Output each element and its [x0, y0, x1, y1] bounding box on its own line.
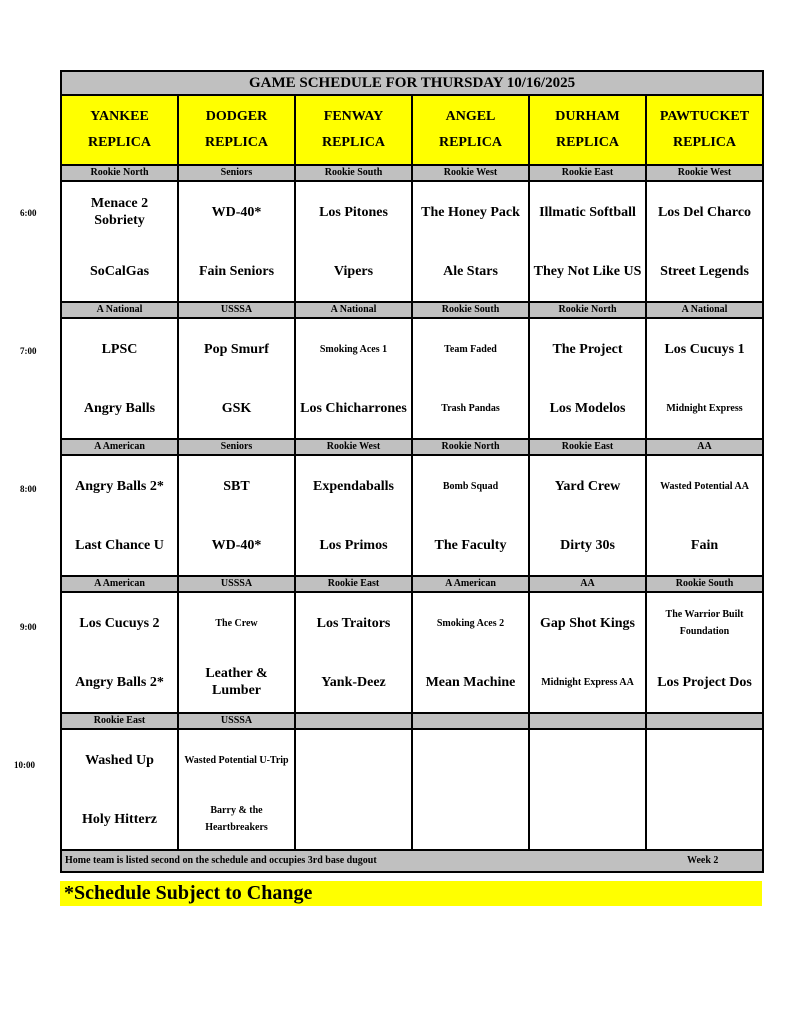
away-team: The Project — [552, 341, 623, 357]
game-cell — [529, 592, 646, 713]
away-team: Los Cucuys 1 — [664, 341, 745, 357]
home-team-note: Home team is listed second on the schedule and occupies 3rd base dugout — [65, 855, 377, 866]
venue-header — [529, 95, 646, 165]
division-label: A American — [61, 439, 178, 455]
game-cell — [529, 729, 646, 850]
home-team: They Not Like US — [533, 263, 642, 279]
home-team — [530, 790, 645, 849]
away-team: Gap Shot Kings — [540, 615, 635, 631]
home-team: Street Legends — [660, 263, 749, 279]
venue-header — [646, 95, 763, 165]
game-cell — [295, 729, 412, 850]
away-team: Menace 2 Sobriety — [90, 196, 149, 228]
away-team: The Warrior Built Foundation — [665, 609, 744, 637]
home-team: Los Project Dos — [657, 674, 752, 690]
game-cell — [529, 318, 646, 439]
home-team: Trash Pandas — [441, 402, 500, 414]
away-team: Team Faded — [444, 343, 497, 355]
division-label: Rookie East — [61, 713, 178, 729]
home-team: Mean Machine — [425, 674, 516, 690]
venue-header — [412, 95, 529, 165]
venue-name: FENWAY — [323, 109, 384, 124]
game-cell — [178, 592, 295, 713]
home-team: Vipers — [333, 263, 374, 279]
division-label: Rookie West — [295, 439, 412, 455]
division-label: Seniors — [178, 165, 295, 181]
home-team: WD-40* — [211, 537, 262, 553]
away-team — [413, 731, 528, 790]
venue-name: DURHAM — [555, 109, 620, 124]
away-team: Angry Balls 2* — [75, 478, 164, 494]
division-label: Rookie East — [529, 439, 646, 455]
venue-header — [61, 95, 178, 165]
division-label: AA — [529, 576, 646, 592]
schedule-change-banner: *Schedule Subject to Change — [60, 881, 762, 906]
game-cell — [61, 318, 178, 439]
home-team: Los Primos — [319, 537, 388, 553]
division-label: A American — [61, 576, 178, 592]
home-team: GSK — [221, 400, 252, 416]
home-team: SoCalGas — [89, 263, 150, 279]
game-cell — [646, 592, 763, 713]
away-team: LPSC — [101, 341, 138, 357]
game-cell — [295, 592, 412, 713]
schedule-table — [60, 70, 764, 873]
time-label: 7:00 — [20, 346, 37, 356]
game-cell — [529, 181, 646, 302]
home-team — [647, 790, 762, 849]
away-team: Smoking Aces 1 — [319, 343, 388, 355]
game-cell — [646, 729, 763, 850]
away-team: Smoking Aces 2 — [436, 617, 505, 629]
division-label: Rookie East — [529, 165, 646, 181]
home-team: Fain Seniors — [198, 263, 275, 279]
game-cell — [646, 318, 763, 439]
game-cell — [529, 455, 646, 576]
game-cell — [178, 455, 295, 576]
division-label: Rookie West — [412, 165, 529, 181]
away-team: Expendaballs — [313, 478, 394, 494]
division-label: AA — [646, 439, 763, 455]
division-label: A American — [412, 576, 529, 592]
home-team: Last Chance U — [75, 537, 164, 553]
home-team: Los Modelos — [549, 400, 626, 416]
home-team: Barry & the Heartbreakers — [205, 805, 268, 833]
home-team: The Faculty — [434, 537, 507, 553]
division-label — [412, 713, 529, 729]
division-label: Rookie North — [529, 302, 646, 318]
game-cell — [412, 318, 529, 439]
away-team: Los Del Charco — [657, 204, 752, 220]
division-label: USSSA — [178, 302, 295, 318]
home-team: Dirty 30s — [560, 537, 615, 553]
time-label: 6:00 — [20, 208, 37, 218]
venue-name: YANKEE — [90, 109, 149, 124]
division-label: USSSA — [178, 576, 295, 592]
game-cell — [178, 729, 295, 850]
home-team: Los Chicharrones — [300, 400, 407, 416]
venue-name: ANGEL — [445, 109, 496, 124]
home-team — [296, 790, 411, 849]
home-team: Ale Stars — [443, 263, 498, 279]
division-label: Rookie South — [646, 576, 763, 592]
game-cell — [61, 455, 178, 576]
game-cell — [646, 455, 763, 576]
game-cell — [178, 181, 295, 302]
division-label: Seniors — [178, 439, 295, 455]
home-team: Midnight Express — [666, 402, 743, 414]
week-label: Week 2 — [687, 855, 719, 866]
away-team: The Honey Pack — [421, 204, 520, 220]
venue-subtitle: REPLICA — [87, 135, 151, 150]
division-label: A National — [61, 302, 178, 318]
away-team: WD-40* — [211, 204, 262, 220]
schedule-footer — [61, 850, 763, 872]
time-label: 9:00 — [20, 622, 37, 632]
home-team — [413, 790, 528, 849]
away-team — [530, 731, 645, 790]
division-label: A National — [295, 302, 412, 318]
division-label: USSSA — [178, 713, 295, 729]
game-cell — [412, 592, 529, 713]
home-team: Angry Balls 2* — [75, 674, 164, 690]
away-team: Washed Up — [85, 752, 154, 768]
home-team: Yank-Deez — [321, 674, 386, 690]
venue-subtitle: REPLICA — [204, 135, 268, 150]
away-team — [647, 731, 762, 790]
division-label: A National — [646, 302, 763, 318]
game-cell — [412, 181, 529, 302]
away-team: Los Cucuys 2 — [79, 615, 160, 631]
venue-name: DODGER — [205, 109, 268, 124]
game-cell — [295, 455, 412, 576]
division-label: Rookie East — [295, 576, 412, 592]
home-team: Midnight Express AA — [541, 676, 634, 688]
division-label: Rookie North — [61, 165, 178, 181]
venue-name: PAWTUCKET — [659, 109, 750, 124]
venue-subtitle: REPLICA — [555, 135, 619, 150]
away-team: The Crew — [215, 617, 258, 629]
time-label: 10:00 — [14, 760, 35, 770]
home-team: Angry Balls — [83, 400, 156, 416]
home-team: Holy Hitterz — [81, 811, 158, 827]
time-label: 8:00 — [20, 484, 37, 494]
away-team — [296, 731, 411, 790]
division-label — [646, 713, 763, 729]
division-label — [529, 713, 646, 729]
home-team: Leather & Lumber — [205, 666, 268, 698]
division-label — [295, 713, 412, 729]
game-cell — [295, 318, 412, 439]
away-team: Los Traitors — [316, 615, 391, 631]
home-team: Fain — [690, 537, 719, 553]
away-team: Pop Smurf — [204, 341, 269, 357]
game-cell — [295, 181, 412, 302]
venue-subtitle: REPLICA — [321, 135, 385, 150]
schedule-title: GAME SCHEDULE FOR THURSDAY 10/16/2025 — [61, 71, 763, 95]
away-team: Wasted Potential AA — [660, 480, 749, 492]
game-cell — [61, 592, 178, 713]
away-team: SBT — [223, 478, 250, 494]
game-cell — [412, 455, 529, 576]
venue-header — [178, 95, 295, 165]
game-cell — [178, 318, 295, 439]
venue-header — [295, 95, 412, 165]
away-team: Los Pitones — [319, 204, 388, 220]
game-cell — [61, 181, 178, 302]
venue-subtitle: REPLICA — [438, 135, 502, 150]
away-team: Illmatic Softball — [539, 204, 636, 220]
game-cell — [646, 181, 763, 302]
away-team: Yard Crew — [554, 478, 621, 494]
venue-subtitle: REPLICA — [673, 135, 737, 150]
away-team: Wasted Potential U-Trip — [184, 754, 289, 766]
division-label: Rookie South — [295, 165, 412, 181]
game-cell — [412, 729, 529, 850]
division-label: Rookie South — [412, 302, 529, 318]
division-label: Rookie North — [412, 439, 529, 455]
division-label: Rookie West — [646, 165, 763, 181]
away-team: Bomb Squad — [442, 480, 499, 492]
game-cell — [61, 729, 178, 850]
